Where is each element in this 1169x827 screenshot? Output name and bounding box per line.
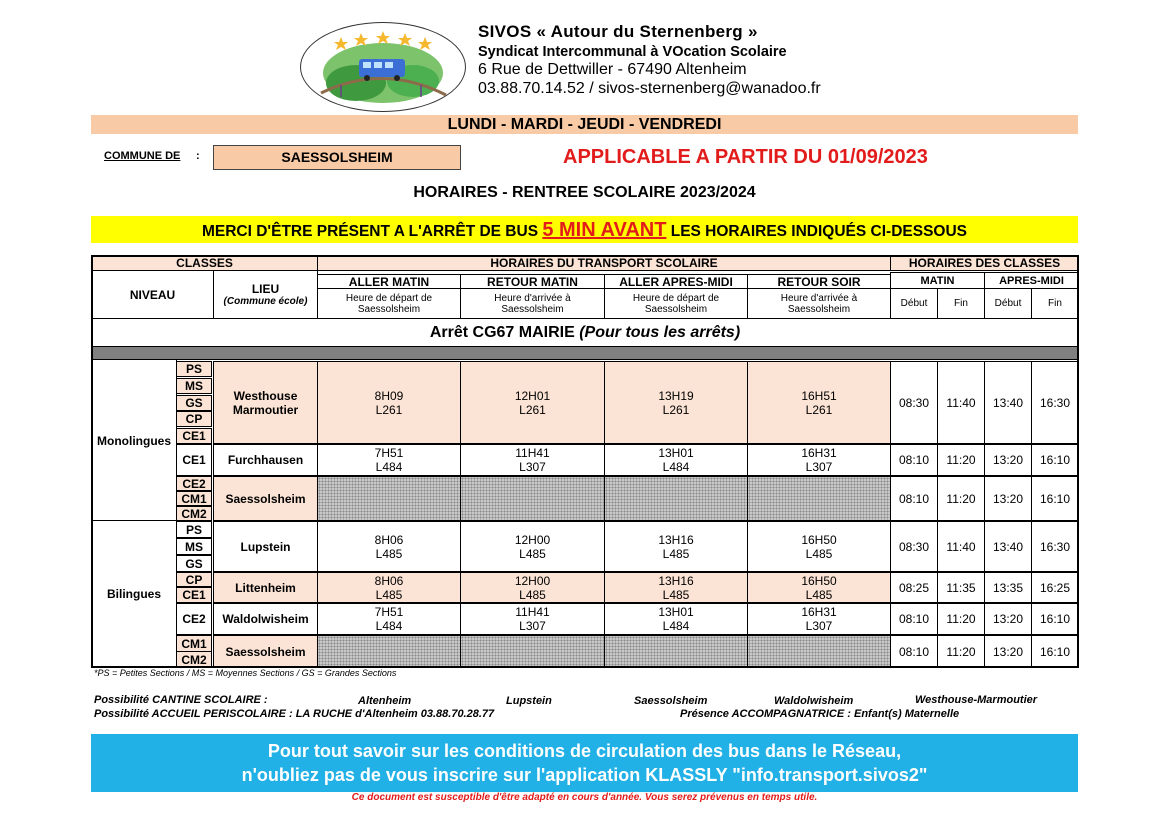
group-monolingues: Monolingues	[91, 359, 177, 521]
class-time: 13:20	[984, 603, 1032, 635]
class-time: 08:25	[890, 572, 938, 603]
organization-header	[478, 22, 878, 98]
cantine-label: Possibilité CANTINE SCOLAIRE :	[94, 694, 268, 706]
schedule-unavailable	[604, 635, 748, 668]
bus-time: 11H41	[515, 446, 550, 460]
bus-line: L484	[662, 460, 690, 474]
class-time: 16:25	[1031, 572, 1079, 603]
schedule-unavailable	[317, 476, 461, 521]
classes-header: CLASSES	[91, 255, 318, 271]
aller-matin-sub: Heure de départ de Saessolsheim	[317, 288, 461, 319]
level-code: CM2	[176, 651, 212, 668]
merci-before: MERCI D'ÊTRE PRÉSENT A L'ARRÊT DE BUS	[201, 223, 543, 240]
bus-time: 8H06	[374, 573, 404, 588]
group-bilingues: Bilingues	[91, 520, 177, 668]
class-time: 13:35	[984, 572, 1032, 603]
org-address: 6 Rue de Dettwiller - 67490 Altenheim	[478, 61, 747, 78]
class-time: 11:40	[937, 521, 985, 572]
bus-time: 16H31	[801, 446, 837, 460]
bus-line: L485	[519, 546, 546, 561]
commune-colon: :	[196, 150, 200, 162]
apres-midi-header: APRES-MIDI	[984, 272, 1079, 289]
commune-value: SAESSOLSHEIM	[213, 145, 461, 170]
bus-line: L485	[375, 587, 403, 602]
class-hours-header: HORAIRES DES CLASSES	[890, 255, 1079, 271]
bus-time: 7H51	[374, 446, 404, 460]
class-time: 08:10	[890, 476, 938, 521]
bus-time: 16H50	[801, 573, 837, 588]
class-time: 13:20	[984, 635, 1032, 668]
schedule-unavailable	[460, 635, 605, 668]
klassly-line-2: n'oubliez pas de vous inscrire sur l'application KLASSLY "info.transport.sivos2"	[241, 765, 928, 785]
accompagnatrice-label: Présence ACCOMPAGNATRICE : Enfant(s) Maternelle	[680, 708, 960, 720]
class-time: 11:20	[937, 476, 985, 521]
retour-soir-sub: Heure d'arrivée à Saessolsheim	[747, 288, 891, 319]
level-code: CP	[176, 572, 212, 587]
class-time: 11:35	[937, 572, 985, 603]
schedule-cell	[604, 521, 748, 572]
periscolaire-label: Possibilité ACCUEIL PERISCOLAIRE : LA RUCHE d'Altenheim 03.88.70.28.77	[94, 708, 495, 720]
level-code: MS	[176, 378, 212, 394]
bus-line: L485	[375, 546, 403, 561]
bus-line: L307	[805, 460, 833, 474]
class-time: 13:40	[984, 521, 1032, 572]
bus-time: 13H16	[658, 532, 694, 547]
retour-soir-header: RETOUR SOIR	[747, 274, 891, 289]
debut-matin-header: Début	[890, 288, 938, 319]
row-lieu: Littenheim	[213, 572, 318, 603]
schedule-cell	[604, 603, 748, 635]
schedule-cell	[747, 572, 891, 603]
class-time: 11:20	[937, 635, 985, 668]
class-time: 13:20	[984, 476, 1032, 521]
level-code: GS	[176, 555, 212, 572]
level-code: CE1	[176, 444, 212, 476]
disclaimer: Ce document est susceptible d'être adapté en cours d'année. Vous serez prévenus en temps utile.	[351, 792, 818, 803]
lieu-label: LIEU	[251, 282, 280, 296]
bus-line: L307	[519, 619, 546, 633]
arret-label: Arrêt CG67 MAIRIE	[429, 323, 575, 341]
class-time: 08:30	[890, 361, 938, 444]
schedule-cell	[460, 361, 605, 444]
cantine-item: Lupstein	[506, 695, 552, 707]
bus-time: 16H51	[801, 388, 837, 403]
schedule-cell	[747, 521, 891, 572]
merci-after: LES HORAIRES INDIQUÉS CI-DESSOUS	[666, 223, 967, 240]
schedule-cell	[747, 603, 891, 635]
lieu-sublabel: (Commune école)	[223, 296, 308, 307]
merci-banner	[91, 216, 1078, 243]
org-subtitle: Syndicat Intercommunal à VOcation Scolaire	[478, 44, 787, 60]
bus-line: L261	[375, 402, 403, 417]
schedule-cell	[604, 361, 748, 444]
schedule-cell	[460, 521, 605, 572]
aller-matin-header: ALLER MATIN	[317, 274, 461, 289]
bus-line: L485	[805, 587, 833, 602]
class-time: 16:30	[1031, 521, 1079, 572]
arret-sublabel: (Pour tous les arrêts)	[579, 323, 741, 341]
row-lieu: Furchhausen	[213, 444, 318, 476]
bus-time: 8H06	[374, 532, 404, 547]
class-time: 16:30	[1031, 361, 1079, 444]
class-time: 13:20	[984, 444, 1032, 476]
applicable-date: APPLICABLE A PARTIR DU 01/09/2023	[563, 146, 928, 168]
class-time: 08:10	[890, 635, 938, 668]
bus-time: 8H09	[374, 388, 404, 403]
commune-label: COMMUNE DE	[104, 150, 181, 162]
schedule-cell	[747, 444, 891, 476]
sivos-logo	[300, 22, 466, 112]
bus-line: L484	[375, 460, 403, 474]
bus-line: L261	[662, 402, 690, 417]
bus-line: L261	[519, 402, 546, 417]
cantine-item: Waldolwisheim	[774, 695, 854, 707]
class-time: 13:40	[984, 361, 1032, 444]
schedule-cell	[747, 361, 891, 444]
level-code: CE2	[176, 603, 212, 635]
level-code: CE1	[176, 587, 212, 603]
aller-apres-midi-sub: Heure de départ de Saessolsheim	[604, 288, 748, 319]
schedule-cell	[317, 444, 461, 476]
row-lieu: Saessolsheim	[213, 635, 318, 668]
bus-line: L307	[519, 460, 546, 474]
bus-time: 7H51	[374, 605, 404, 619]
level-code: CE2	[176, 476, 212, 491]
schedule-unavailable	[747, 476, 891, 521]
cantine-item: Altenheim	[358, 695, 412, 707]
bus-time: 12H01	[514, 388, 551, 403]
level-code: GS	[176, 395, 212, 411]
bus-line: L485	[662, 587, 690, 602]
class-time: 08:30	[890, 521, 938, 572]
cantine-item: Saessolsheim	[634, 695, 708, 707]
transport-header: HORAIRES DU TRANSPORT SCOLAIRE	[317, 255, 891, 271]
retour-matin-sub: Heure d'arrivée à Saessolsheim	[460, 288, 605, 319]
debut-am-header: Début	[984, 288, 1032, 319]
schedule-cell	[604, 444, 748, 476]
row-lieu: Lupstein	[213, 521, 318, 572]
niveau-header: NIVEAU	[91, 270, 214, 319]
schedule-cell	[317, 361, 461, 444]
bus-line: L261	[805, 402, 833, 417]
level-code: PS	[176, 521, 212, 538]
footnote: *PS = Petites Sections / MS = Moyennes Sections / GS = Grandes Sections	[94, 668, 397, 678]
cantine-item: Westhouse-Marmoutier	[915, 694, 1038, 706]
bus-line: L485	[662, 546, 690, 561]
level-code: CM1	[176, 635, 212, 652]
schedule-unavailable	[747, 635, 891, 668]
level-code: MS	[176, 538, 212, 555]
schedule-cell	[604, 572, 748, 603]
class-time: 16:10	[1031, 444, 1079, 476]
arret-row	[91, 318, 1079, 347]
level-code: CM2	[176, 506, 212, 521]
class-time: 08:10	[890, 603, 938, 635]
schedule-cell	[460, 572, 605, 603]
retour-matin-header: RETOUR MATIN	[460, 274, 605, 289]
level-code: CM1	[176, 491, 212, 506]
bus-time: 13H16	[658, 573, 694, 588]
schedule-cell	[317, 603, 461, 635]
bus-time: 11H41	[515, 605, 550, 619]
schedule-cell	[317, 521, 461, 572]
level-code: CP	[176, 411, 212, 427]
merci-highlight: 5 MIN AVANT	[542, 219, 667, 241]
schedule-unavailable	[460, 476, 605, 521]
days-banner: LUNDI - MARDI - JEUDI - VENDREDI	[91, 115, 1078, 134]
klassly-banner	[91, 734, 1078, 792]
separator-bar	[91, 346, 1079, 360]
class-time: 08:10	[890, 444, 938, 476]
fin-am-header: Fin	[1031, 288, 1079, 319]
bus-time: 16H50	[801, 532, 837, 547]
bus-line: L307	[805, 619, 833, 633]
row-lieu: Westhouse Marmoutier	[213, 361, 318, 444]
class-time: 11:40	[937, 361, 985, 444]
schedule-cell	[460, 444, 605, 476]
row-lieu: Waldolwisheim	[213, 603, 318, 635]
bus-line: L484	[662, 619, 690, 633]
page-title: HORAIRES - RENTREE SCOLAIRE 2023/2024	[413, 184, 756, 201]
schedule-unavailable	[604, 476, 748, 521]
matin-header: MATIN	[890, 272, 985, 289]
bus-time: 12H00	[514, 573, 551, 588]
schedule-cell	[460, 603, 605, 635]
row-lieu: Saessolsheim	[213, 476, 318, 521]
class-time: 16:10	[1031, 635, 1079, 668]
bus-time: 13H19	[658, 388, 694, 403]
class-time: 11:20	[937, 603, 985, 635]
level-code: CE1	[176, 428, 212, 444]
org-title: SIVOS « Autour du Sternenberg »	[478, 22, 758, 41]
klassly-line-1: Pour tout savoir sur les conditions de circulation des bus dans le Réseau,	[267, 741, 902, 761]
bus-line: L485	[805, 546, 833, 561]
level-code: PS	[176, 361, 212, 377]
lieu-header	[213, 270, 318, 319]
bus-time: 13H01	[658, 446, 694, 460]
class-time: 16:10	[1031, 476, 1079, 521]
org-contact: 03.88.70.14.52 / sivos-sternenberg@wanadoo.fr	[478, 80, 821, 97]
bus-time: 12H00	[514, 532, 551, 547]
fin-matin-header: Fin	[937, 288, 985, 319]
class-time: 11:20	[937, 444, 985, 476]
class-time: 16:10	[1031, 603, 1079, 635]
bus-line: L484	[375, 619, 403, 633]
schedule-unavailable	[317, 635, 461, 668]
bus-line: L485	[519, 587, 546, 602]
bus-time: 16H31	[801, 605, 837, 619]
aller-apres-midi-header: ALLER APRES-MIDI	[604, 274, 748, 289]
schedule-cell	[317, 572, 461, 603]
bus-time: 13H01	[658, 605, 694, 619]
